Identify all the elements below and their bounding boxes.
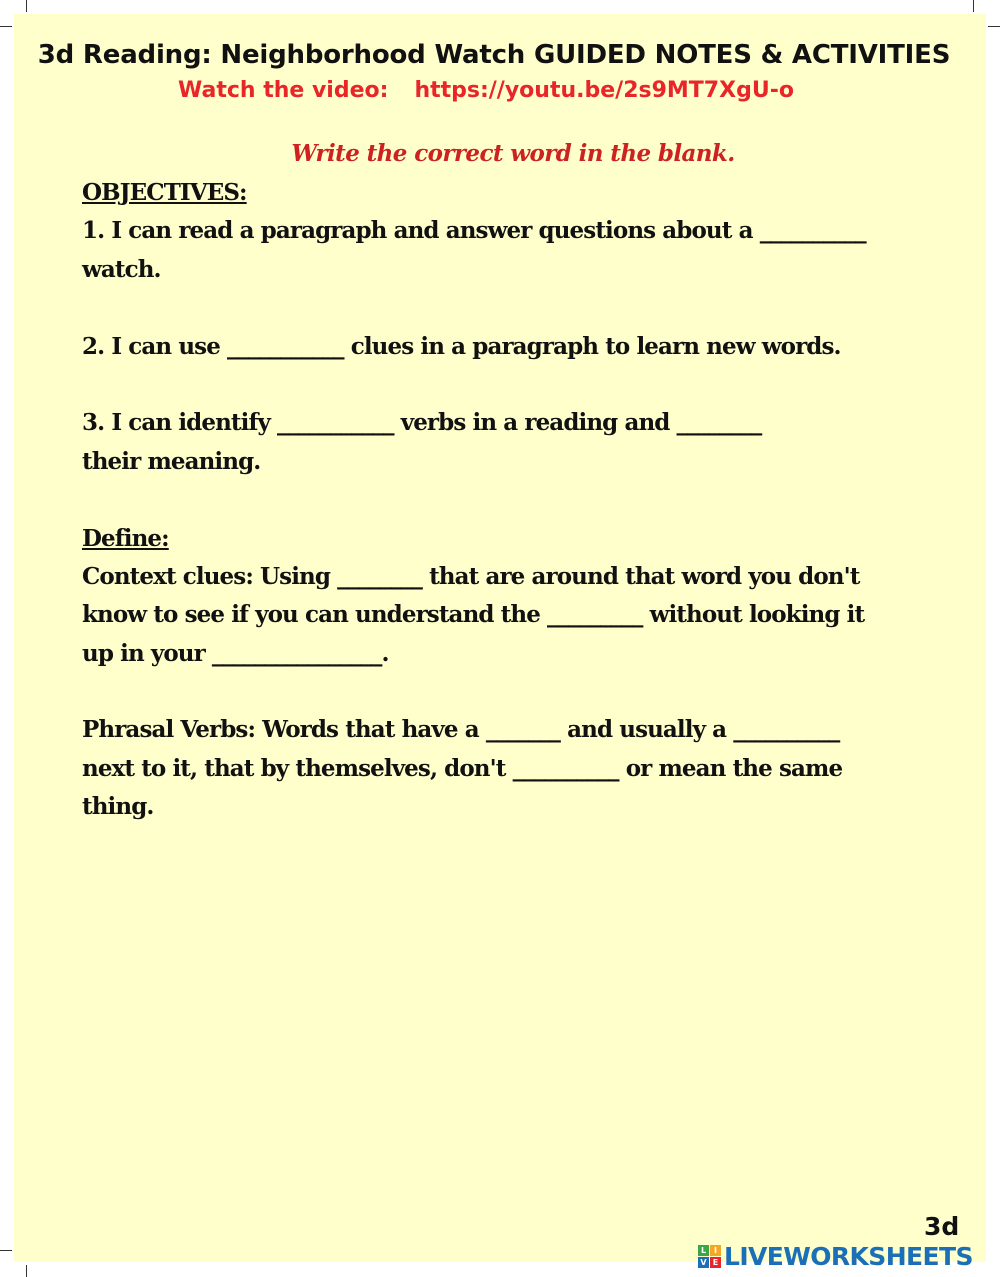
logo-letter-e: E [710,1257,721,1268]
crop-mark [973,0,974,12]
liveworksheets-wordmark: LIVEWORKSHEETS [724,1241,973,1271]
objective-1-line-2: watch. [82,255,161,283]
crop-mark [988,26,1000,27]
logo-letter-v: V [698,1257,709,1268]
crop-mark [26,0,27,12]
video-label: Watch the video: [178,78,389,103]
worksheet-title: 3d Reading: Neighborhood Watch GUIDED NOTES & ACTIVITIES [37,40,951,70]
instruction-text: Write the correct word in the blank. [291,140,735,167]
logo-letter-l: L [698,1245,709,1256]
phrasal-verbs-line-2: next to it, that by themselves, don't __________ or mean the same [82,754,843,782]
page-number: 3d [924,1212,960,1241]
crop-mark [26,1265,27,1277]
phrasal-verbs-line-3: thing. [82,793,154,821]
video-line [178,78,794,103]
objective-3-line-2: their meaning. [82,447,261,475]
objectives-heading: OBJECTIVES: [82,179,247,206]
liveworksheets-logo-icon [698,1245,721,1268]
objective-2-line-1: 2. I can use ___________ clues in a paragraph to learn new words. [82,332,841,360]
liveworksheets-logo[interactable] [698,1241,973,1271]
context-clues-line-1: Context clues: Using ________ that are around that word you don't [82,562,860,590]
logo-letter-i: I [710,1245,721,1256]
crop-mark [0,1250,12,1251]
objective-3-line-1: 3. I can identify ___________ verbs in a reading and ________ [82,409,762,437]
worksheet-body [82,174,944,827]
objective-1-line-1: 1. I can read a paragraph and answer questions about a __________ [82,217,866,245]
video-link[interactable]: https://youtu.be/2s9MT7XgU-o [414,78,794,103]
crop-mark [0,26,12,27]
define-heading: Define: [82,524,169,552]
phrasal-verbs-line-1: Phrasal Verbs: Words that have a _______ and usually a __________ [82,716,840,744]
context-clues-line-3: up in your ________________. [82,639,389,667]
context-clues-line-2: know to see if you can understand the _________ without looking it [82,601,865,629]
